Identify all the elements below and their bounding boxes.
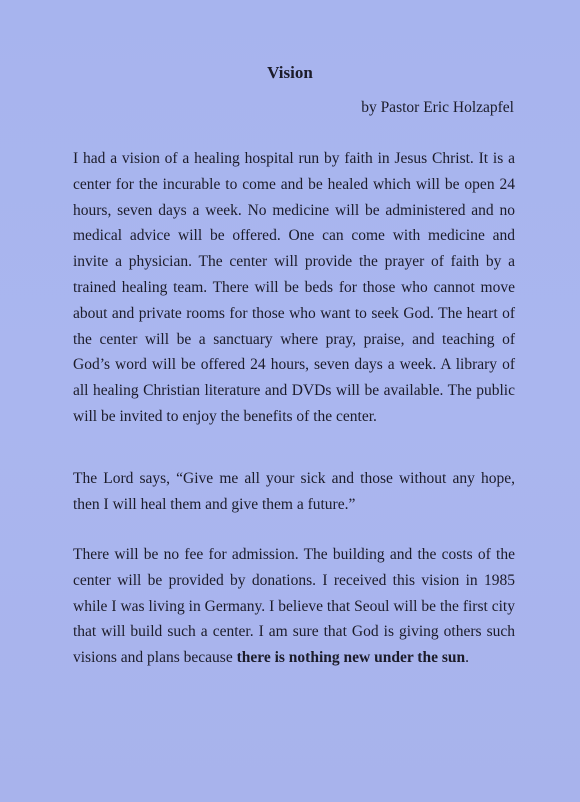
closing-period: . [465,649,469,667]
closing-text: There will be no fee for admission. The building and the costs of the center will be provided by donations. I received this vision in 1985 while I was living in Germany. I believe that Seoul will be the first city that will build such a center. I am sure that God is giving others such visions and plans because [73,546,515,667]
closing-emphasis: there is nothing new under the sun [236,649,466,667]
paragraph-quote: The Lord says, “Give me all your sick and those without any hope, then I will heal them and give them a future.” [73,470,515,513]
paragraph-vision: I had a vision of a healing hospital run by faith in Jesus Christ. It is a center for the incurable to come and be healed which will be open 24 hours, seven days a week. No medicine will be administered and no medical advice will be offered. One can come with medicine and invite a physician. The center will provide the prayer of faith by a trained healing team. There will be beds for those who cannot move about and private rooms for those who want to seek God. The heart of the center will be a sanctuary where pray, praise, and teaching of God’s word will be offered 24 hours, seven days a week. A library of all healing Christian literature and DVDs will be available. The public will be invited to enjoy the benefits of the center. [73,150,515,425]
paragraph-closing [73,542,515,671]
author-byline: by Pastor Eric Holzapfel [361,99,514,116]
document-title: Vision [267,63,313,82]
